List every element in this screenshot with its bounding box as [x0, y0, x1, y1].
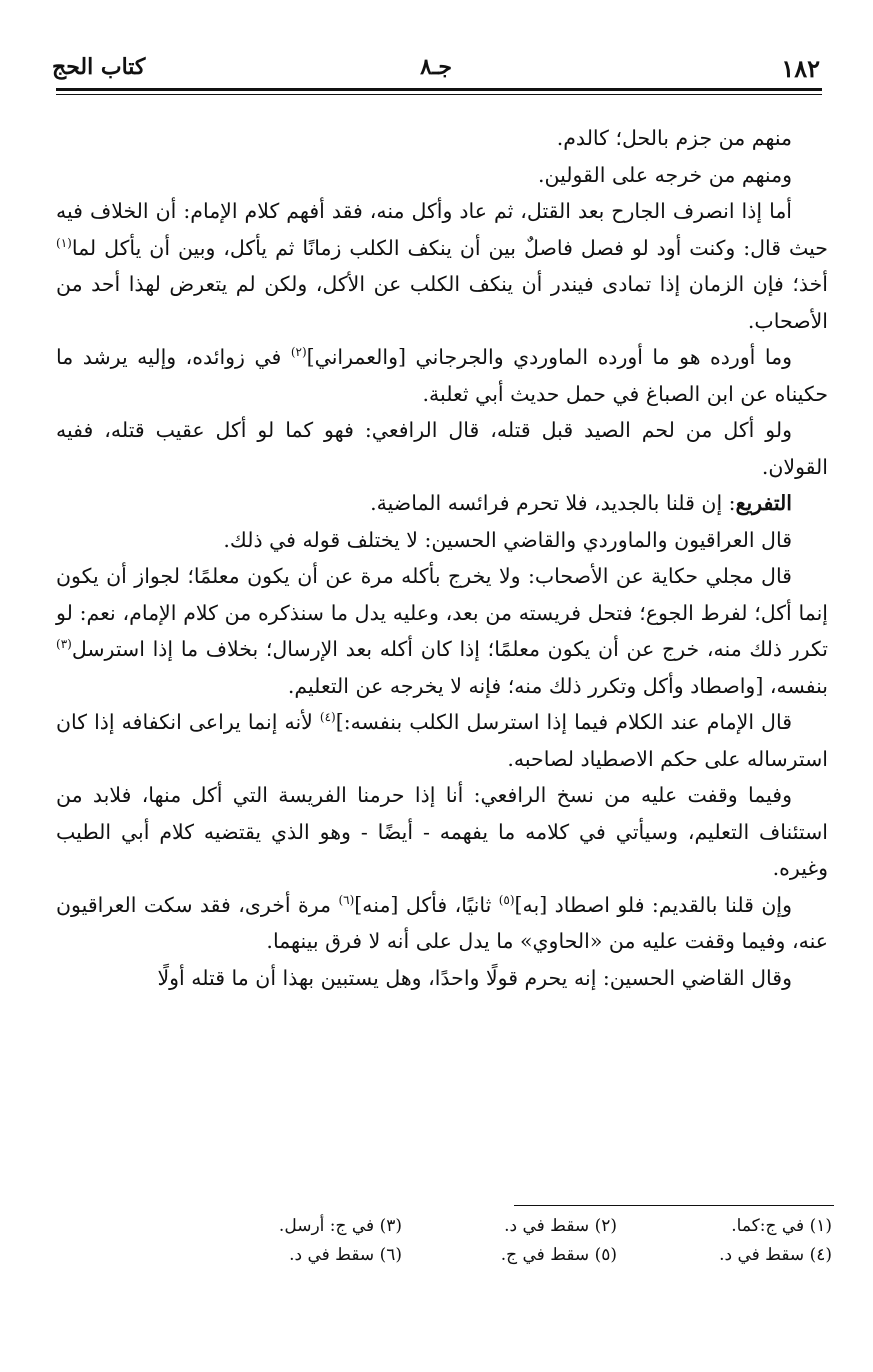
- paragraph-text: وفيما وقفت عليه من نسخ الرافعي: أنا إذا حرمنا الفريسة التي أكل منها، فلابد من استئناف التعليم، وسيأتي في كلامه ما يفهمه - أيضًا - وهو الذي يقتضيه كلام أبي الطيب وغيره.: [56, 783, 828, 880]
- footnote-marker: (٢): [290, 345, 307, 360]
- volume-label: جـ٨: [420, 54, 452, 80]
- paragraph: [56, 485, 828, 522]
- paragraph: [56, 193, 828, 339]
- footnote-separator: [514, 1205, 834, 1206]
- paragraph-text: قال العراقيون والماوردي والقاضي الحسين: لا يختلف قوله في ذلك.: [223, 527, 792, 552]
- body-text: [56, 120, 828, 996]
- paragraph-text: قال الإمام عند الكلام فيما إذا استرسل الكلب بنفسه:]: [335, 710, 792, 734]
- footnote-row: [60, 1241, 832, 1270]
- paragraph: [56, 120, 828, 157]
- paragraph: [56, 339, 828, 412]
- header-rule-thick: [56, 88, 822, 91]
- paragraph: [56, 887, 828, 960]
- paragraph: [56, 157, 828, 194]
- page-number: ١٨٢: [781, 54, 820, 83]
- paragraph: [56, 522, 828, 559]
- footnote-marker: (٤): [319, 710, 336, 725]
- footnote-marker: (١): [56, 235, 72, 250]
- paragraph: [56, 777, 828, 887]
- paragraph: [56, 960, 828, 997]
- paragraph-text: وما أورده هو ما أورده الماوردي والجرجاني [والعمراني]: [306, 345, 792, 369]
- book-title: كتاب الحج: [52, 54, 146, 80]
- paragraph-text: وقال القاضي الحسين: إنه يحرم قولًا واحدًا، وهل يستبين بهذا أن ما قتله أولًا: [157, 965, 792, 990]
- paragraph-text: ثانيًا، فأكل [منه]: [354, 892, 499, 917]
- footnote: (٣) في ج: أرسل.: [278, 1216, 402, 1236]
- paragraph-text: منهم من جزم بالحل؛ كالدم.: [556, 126, 792, 150]
- footnote: (٥) سقط في ج.: [500, 1245, 617, 1265]
- footnote-marker: (٣): [56, 637, 72, 652]
- footnotes: [60, 1212, 832, 1270]
- paragraph-text: في زوائده، وإليه يرشد ما حكيناه عن ابن الصباغ في حمل حديث أبي ثعلبة.: [56, 345, 828, 406]
- paragraph: [56, 412, 828, 485]
- footnote-marker: (٥): [498, 892, 515, 907]
- footnote: (٢) سقط في د.: [504, 1216, 617, 1236]
- paragraph-text: قال مجلي حكاية عن الأصحاب: ولا يخرج بأكله مرة عن أن يكون معلمًا؛ لجواز أن يكون إنما أكل؛ لفرط الجوع؛ فتحل فريسته من بعد، وعليه يدل ما سنذكره من كلام الإمام، نعم: لو تكرر ذلك منه، خرج عن أن يكون معلمًا؛ إذا كان أكله بعد الإرسال؛ بخلاف ما إذا استرسل: [56, 564, 828, 661]
- paragraph-text: أما إذا انصرف الجارح بعد القتل، ثم عاد وأكل منه، فقد أفهم كلام الإمام: أن الخلاف فيه حيث قال: وكنت أود لو فصل فاصلٌ بين أن ينكف الكلب زمانًا ثم يأكل، وبين أن يأكل لما: [56, 199, 828, 260]
- footnote: (١) في ج:كما.: [731, 1216, 832, 1236]
- header-rule-thin: [56, 94, 822, 95]
- footnote-row: [60, 1212, 832, 1241]
- paragraph-text: ومنهم من خرجه على القولين.: [537, 162, 792, 187]
- paragraph: [56, 558, 828, 704]
- paragraph-text: لأنه إنما يراعى انكفافه إذا كان استرساله على حكم الاصطياد لصاحبه.: [56, 710, 828, 771]
- section-lead-word: التفريع: [735, 491, 792, 515]
- paragraph-text: وإن قلنا بالقديم: فلو اصطاد [به]: [514, 892, 792, 917]
- footnote: (٤) سقط في د.: [719, 1245, 832, 1265]
- paragraph-text: مرة أخرى، فقد سكت العراقيون عنه، وفيما وقفت عليه من «الحاوي» ما يدل على أنه لا فرق بينهما.: [56, 892, 828, 953]
- page-header: [52, 52, 820, 86]
- paragraph-text: بنفسه، [واصطاد وأكل وتكرر ذلك منه؛ فإنه لا يخرجه عن التعليم.: [287, 673, 828, 698]
- paragraph-text: أخذ؛ فإن الزمان إذا تمادى فيندر أن ينكف الكلب عن الأكل، ولكن لم يتعرض لهذا أحد من الأصحاب.: [56, 272, 828, 333]
- footnote-marker: (٦): [338, 892, 355, 907]
- footnote: (٦) سقط في د.: [289, 1245, 402, 1265]
- paragraph-text: ولو أكل من لحم الصيد قبل قتله، قال الرافعي: فهو كما لو أكل عقيب قتله، ففيه القولان.: [56, 418, 828, 479]
- paragraph-text: : إن قلنا بالجديد، فلا تحرم فرائسه الماضية.: [370, 491, 736, 515]
- paragraph: [56, 704, 828, 777]
